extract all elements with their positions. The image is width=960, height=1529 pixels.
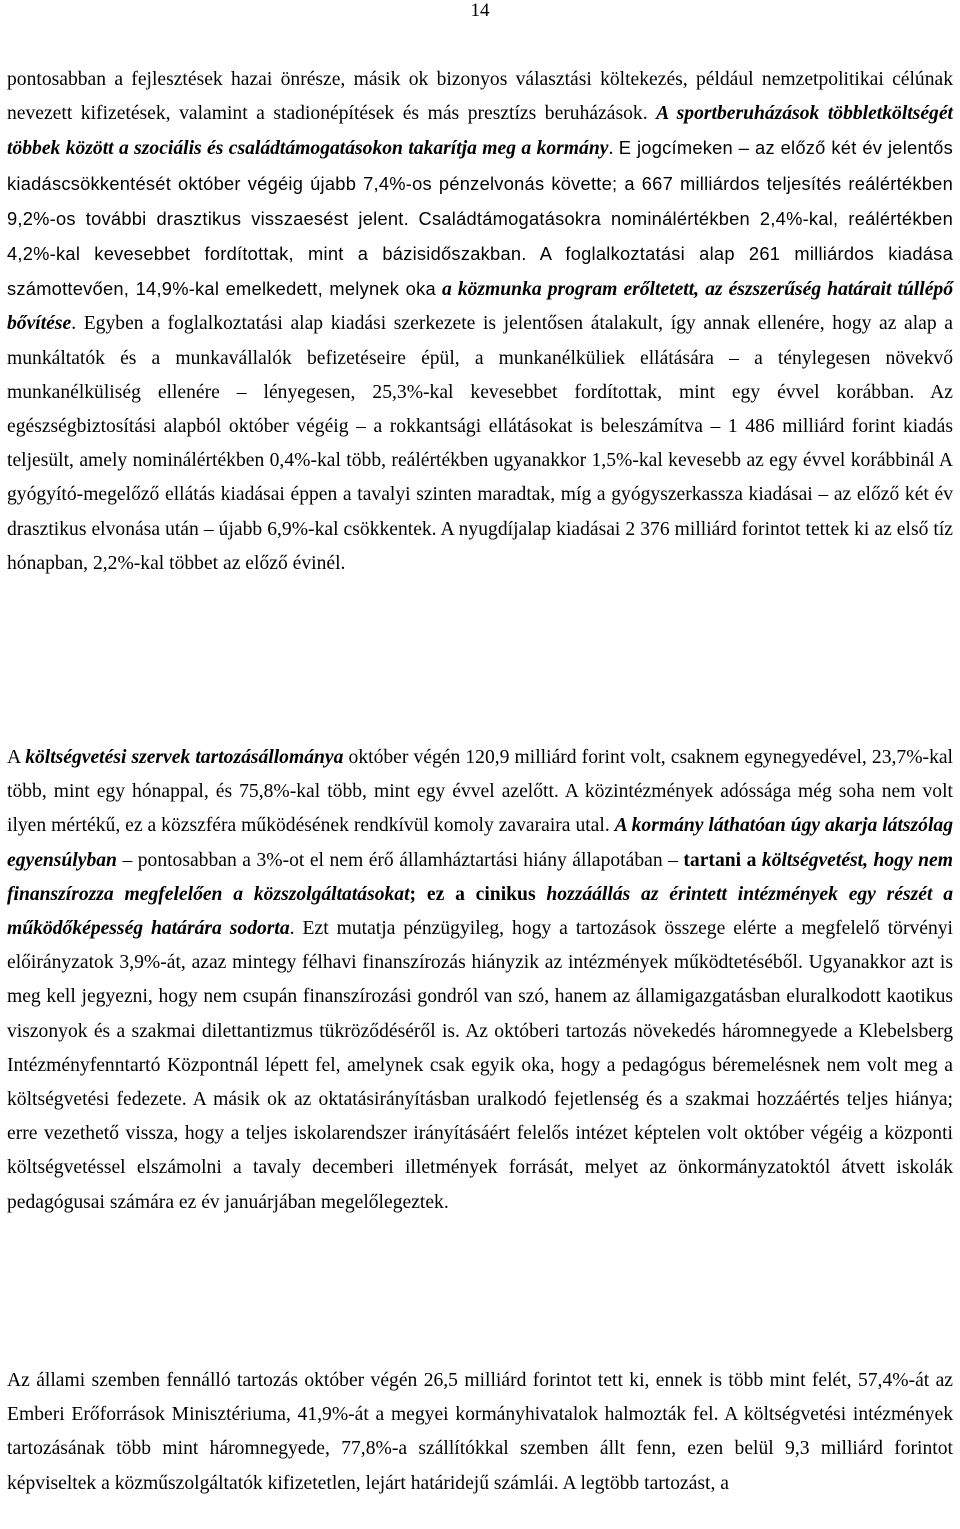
paragraph-debt-structure — [7, 1364, 953, 1501]
text-run: pontosabban a fejlesztések hazai önrésze, másik ok bizonyos választási költekezés, például nemzetpolitikai célúnak nevezett kifizetések, valamint a stadionépítések és más presztízs beruházások. — [7, 69, 953, 125]
emphasis-text: költségvetési szervek tartozásállománya — [25, 747, 344, 768]
text-run: október végén 120,9 milliárd forint volt, csaknem egynegyedével, 23,7%-kal több, mint egy hónappal, és 75,8%-kal több, mint egy évvel azelőtt. A közintézmények adóssága még soha nem volt ilyen mértékű, ez a közszféra működésének rendkívül komoly zavaraira utal. — [7, 747, 954, 837]
text-run: A — [7, 747, 21, 768]
emphasis-text: költségvetést, hogy nem finanszírozza megfelelően a közszolgáltatásokat — [7, 849, 953, 905]
paragraph-institution-debts — [7, 741, 953, 1220]
paragraph-spending-cuts — [7, 63, 953, 581]
emphasis-text: A kormány láthatóan úgy akarja látszólag egyensúlyban — [7, 815, 953, 871]
emphasis-text: A sportberuházások többletköltségét többek között a szociális és családtámogatásokon takarítja meg a kormány — [7, 103, 953, 160]
bold-text: tartani a — [683, 849, 757, 871]
text-run: – pontosabban a 3%-ot el nem érő államháztartási hiány állapotában – — [122, 849, 678, 871]
text-run: . Ezt mutatja pénzügyileg, hogy a tartozások összege elérte a megfelelő törvényi előirányzatok 3,9%-át, azaz mintegy félhavi finanszírozás hiányzik az intézmények működtetéséből. Ugyanakkor azt is meg kell jegyezni, hogy nem csupán finanszírozási gondról van szó, hanem az államigazgatásban eluralkodott kaotikus viszonyok és a szakmai dilettantizmus tükröződéséről is. Az októberi tartozás növekedés háromnegyede a Klebelsberg Intézményfenntartó Központnál lépett fel, amelynek csak egyik oka, hogy a pedagógus béremelésnek nem volt meg a költségvetési fedezete. A másik ok az oktatásirányításban uralkodó fejetlenség és a szakmai hozzáértés teljes hiánya; erre vezethető vissza, hogy a teljes iskolarendszer irányításáért felelős intézet képtelen volt október végéig a központi költségvetéssel elszámolni a tavaly decemberi illetmények forrását, melyet az önkormányzatoktól átvett iskolák pedagógusai számára ez év januárjában megelőlegeztek. — [7, 918, 953, 1213]
emphasis-text: hozzáállás az érintett intézmények egy részét a működőképesség határára sodorta — [7, 883, 953, 940]
emphasis-text: a közmunka program erőltetett, az észszerűség határait túllépő bővítése — [7, 279, 953, 335]
paragraph-text: pontosabban a fejlesztések hazai önrésze, másik ok bizonyos választási költekezés, például nemzetpolitikai célúnak nevezett kifizetések, valamint a stadionépítések és más presztízs beruházások. A sportberuházások többletköltségét többek között a szociális és családtámogatásokon takarítja meg a kormány. E jogcímeken – az előző két év jelentős kiadáscsökkentését október végéig újabb 7,4%-os pénzelvonás követte; a 667 milliárdos teljesítés reálértékben 9,2%-os további drasztikus visszaesést jelent. Családtámogatásokra nominálértékben 2,4%-kal, reálértékben 4,2%-kal kevesebbet fordítottak, mint a bázisidőszakban. A foglalkoztatási alap 261 milliárdos kiadása számottevően, 14,9%-kal emelkedett, melynek oka a közmunka program erőltetett, az észszerűség határait túllépő bővítése. Egyben a foglalkoztatási alap kiadási szerkezete is jelentősen átalakult, így annak ellenére, hogy az alap a munkáltatók és a munkavállalók befizetéseire épül, a munkanélküliek ellátására – a ténylegesen növekvő munkanélküliség ellenére – lényegesen, 25,3%-kal kevesebbet fordítottak, mint egy évvel korábban. Az egészségbiztosítási alapból október végéig – a rokkantsági ellátásokat is beleszámítva – 1 486 milliárd forint kiadás teljesült, amely nominálértékben 0,4%-kal több, reálértékben ugyanakkor 1,5%-kal kevesebb az egy évvel korábbinál A gyógyító-megelőző ellátás kiadásai éppen a tavalyi szinten maradtak, míg a gyógyszerkassza kiadásai – az előző két év drasztikus elvonása után – újabb 6,9%-kal csökkentek. A nyugdíjalap kiadásai 2 376 milliárd forintot tettek ki az első tíz hónapban, 2,2%-kal többet az előző évinél. — [7, 69, 953, 574]
paragraph-text — [7, 741, 953, 1220]
text-run: E jogcímeken – az előző két év jelentős kiadáscsökkentését október végéig újabb 7,4%-os pénzelvonás követte; a 667 milliárdos teljesítés reálértékben 9,2%-os további drasztikus visszaesést jelent. — [7, 137, 953, 229]
page-number: 14 — [470, 0, 490, 21]
bold-text: ; ez a cinikus — [409, 883, 536, 905]
paragraph-text: Az állami szemben fennálló tartozás október végén 26,5 milliárd forintot tett ki, ennek is több mint felét, 57,4%-át az Emberi Erőforrások Minisztériuma, 41,9%-át a megyei kormányhivatalok halmozták fel. A költségvetési intézmények tartozásának több mint háromnegyede, 77,8%-a szállítókkal szemben állt fenn, ezen belül 9,3 milliárd forintot képviseltek a közműszolgáltatók kifizetetlen, lejárt határidejű számlái. A legtöbb tartozást, a — [7, 1370, 953, 1494]
text-run: Családtámogatásokra nominálértékben 2,4%-kal, reálértékben 4,2%-kal kevesebbet fordítottak, mint a bázisidőszakban. A foglalkoztatási alap 261 milliárdos kiadása számottevően, 14,9%-kal emelkedett, melynek oka — [7, 207, 953, 300]
text-run: Egyben a foglalkoztatási alap kiadási szerkezete is jelentősen átalakult, így annak ellenére, hogy az alap a munkáltatók és a munkavállalók befizetéseire épül, a munkanélküliek ellátására – a ténylegesen növekvő munkanélküliség ellenére – lényegesen, 25,3%-kal kevesebbet fordítottak, mint egy évvel korábban. Az egészségbiztosítási alapból október végéig – a rokkantsági ellátásokat is beleszámítva – 1 486 milliárd forint kiadás teljesült, amely nominálértékben 0,4%-kal több, reálértékben ugyanakkor 1,5%-kal kevesebb az egy évvel korábbinál A gyógyító-megelőző ellátás kiadásai éppen a tavalyi szinten maradtak, míg a gyógyszerkassza kiadásai – az előző két év drasztikus elvonása után – újabb 6,9%-kal csökkentek. A nyugdíjalap kiadásai 2 376 milliárd forintot tettek ki az első tíz hónapban, 2,2%-kal többet az előző évinél. — [7, 313, 953, 574]
